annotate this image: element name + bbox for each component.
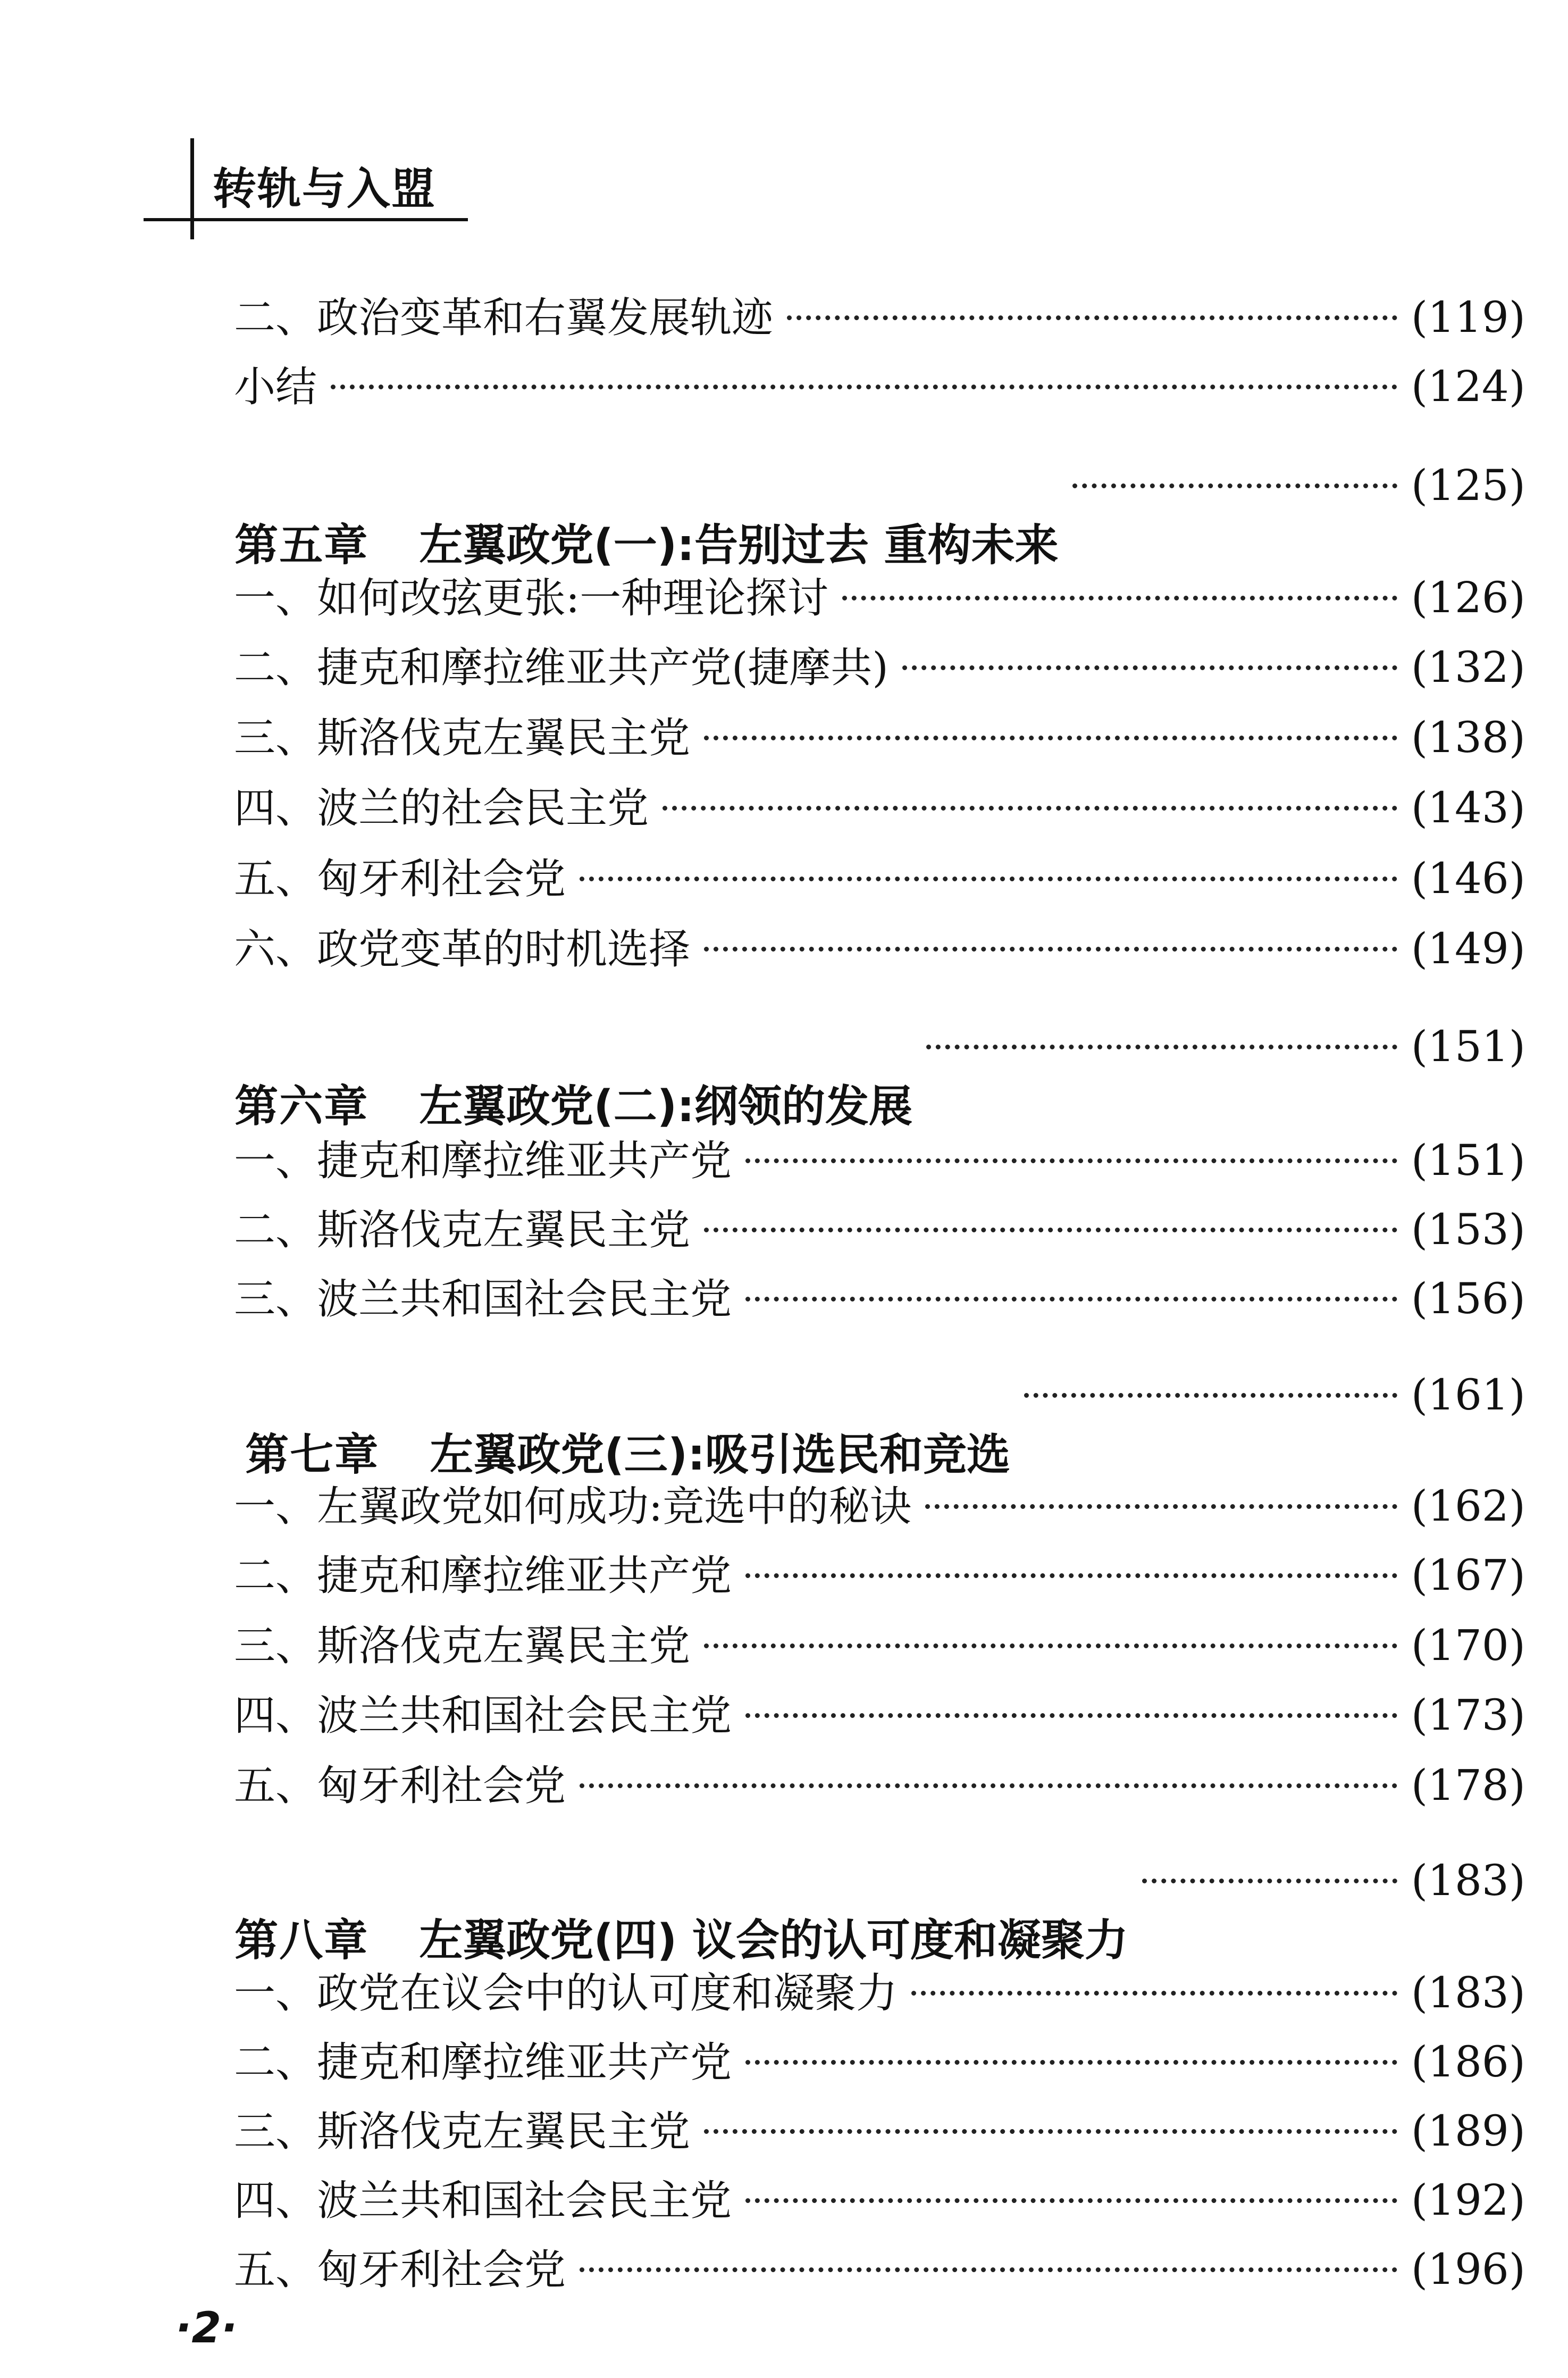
toc-entry-page: (192) (1411, 2175, 1525, 2225)
toc-entry-page: (156) (1411, 1274, 1525, 1323)
dot-leader (1142, 1879, 1397, 1883)
toc-entry-page: (178) (1411, 1760, 1525, 1810)
toc-entry-page: (167) (1411, 1550, 1525, 1600)
dot-leader (745, 1158, 1397, 1163)
toc-chapter-title: 左翼政党(二):纲领的发展 (419, 1081, 913, 1132)
dot-leader (1024, 1393, 1397, 1398)
toc-entry (234, 775, 1525, 833)
toc-chapter-label: 第六章 (234, 1081, 369, 1132)
dot-leader (911, 1991, 1397, 1996)
dot-leader (704, 736, 1397, 740)
dot-leader (663, 806, 1397, 811)
toc-entry (234, 1197, 1525, 1255)
toc-entry (234, 2029, 1525, 2088)
toc-chapter-title: 左翼政党(一):告别过去 重构未来 (419, 520, 1059, 571)
toc-chapter-page: (161) (1411, 1370, 1525, 1420)
dot-leader (745, 1573, 1397, 1578)
toc-entry-page: (132) (1411, 643, 1525, 692)
page-number: ·2· (175, 2303, 238, 2352)
toc-entry (234, 354, 1525, 412)
dot-leader (745, 2198, 1397, 2203)
toc-entry-page: (183) (1411, 1968, 1525, 2017)
dot-leader (926, 1045, 1397, 1049)
toc-entry (234, 285, 1525, 343)
toc-entry-title: 一、捷克和摩拉维亚共产党 (234, 1137, 732, 1185)
toc-entry (234, 705, 1525, 763)
toc-entry-page: (124) (1411, 362, 1525, 411)
dot-leader (580, 2267, 1397, 2272)
toc-entry (234, 2098, 1525, 2157)
toc-entry (234, 1682, 1525, 1741)
toc-entry (234, 1266, 1525, 1324)
toc-chapter-page: (151) (1411, 1022, 1525, 1071)
toc-entry-title: 小结 (234, 363, 317, 411)
toc-entry-page: (170) (1411, 1621, 1525, 1670)
toc-chapter (144, 460, 1525, 571)
toc-entry (234, 2167, 1525, 2226)
toc-chapter-label: 第五章 (234, 520, 369, 571)
toc-entry-title: 二、政治变革和右翼发展轨迹 (234, 294, 774, 342)
toc-entry (234, 1128, 1525, 1186)
toc-entry-title: 五、匈牙利社会党 (234, 1762, 566, 1810)
toc-entry-page: (143) (1411, 783, 1525, 832)
toc-entry-page: (151) (1411, 1136, 1525, 1185)
dot-leader (580, 877, 1397, 881)
toc-entry (234, 2237, 1525, 2295)
toc-entry-title: 五、匈牙利社会党 (234, 2246, 566, 2294)
toc-entry-title: 三、斯洛伐克左翼民主党 (234, 2108, 691, 2156)
toc-entry-page: (196) (1411, 2245, 1525, 2294)
toc-entry-title: 一、如何改弦更张:一种理论探讨 (234, 574, 829, 622)
dot-leader (1072, 483, 1397, 488)
toc-entry-title: 一、政党在议会中的认可度和凝聚力 (234, 1970, 898, 2017)
toc-chapter-title: 左翼政党(三):吸引选民和竞选 (430, 1430, 1011, 1480)
toc-chapter-page: (183) (1411, 1856, 1525, 1905)
toc-entry-page: (186) (1411, 2037, 1525, 2087)
toc-entry-title: 四、波兰共和国社会民主党 (234, 1692, 732, 1740)
toc-entry (234, 565, 1525, 623)
toc-entry (234, 1613, 1525, 1671)
toc-entry (234, 1542, 1525, 1601)
toc-entry-page: (138) (1411, 713, 1525, 762)
toc-entry-title: 一、左翼政党如何成功:竞选中的秘诀 (234, 1483, 912, 1531)
running-title: 转轨与入盟 (213, 164, 437, 214)
toc-entry-page: (119) (1411, 293, 1525, 342)
toc-entry-title: 四、波兰共和国社会民主党 (234, 2177, 732, 2225)
dot-leader (704, 2129, 1397, 2134)
toc-entry-page: (173) (1411, 1690, 1525, 1740)
toc-entry-page: (126) (1411, 573, 1525, 622)
toc-entry-title: 六、政党变革的时机选择 (234, 925, 691, 973)
toc-entry-page: (146) (1411, 854, 1525, 903)
dot-leader (925, 1504, 1397, 1509)
toc-entry (234, 1473, 1525, 1532)
toc-entry (234, 846, 1525, 904)
toc-chapter (144, 1855, 1525, 1966)
toc-chapter (144, 1021, 1525, 1132)
toc-entry-page: (189) (1411, 2106, 1525, 2156)
dot-leader (331, 385, 1397, 389)
dot-leader (745, 2060, 1397, 2065)
toc-entry-page: (162) (1411, 1481, 1525, 1531)
dot-leader (704, 1643, 1397, 1648)
toc-entry-title: 三、斯洛伐克左翼民主党 (234, 714, 691, 762)
toc-entry-title: 三、斯洛伐克左翼民主党 (234, 1622, 691, 1670)
toc-entry-page: (149) (1411, 924, 1525, 973)
dot-leader (704, 1228, 1397, 1232)
dot-leader (580, 1783, 1397, 1788)
toc-entry-title: 二、斯洛伐克左翼民主党 (234, 1206, 691, 1254)
toc-entry (234, 916, 1525, 974)
toc-entry-title: 四、波兰的社会民主党 (234, 785, 649, 832)
toc-chapter (154, 1370, 1525, 1480)
toc-entry-title: 二、捷克和摩拉维亚共产党 (234, 1552, 732, 1600)
toc-entry-title: 二、捷克和摩拉维亚共产党(捷摩共) (234, 644, 888, 692)
dot-leader (745, 1297, 1397, 1301)
toc-entry-title: 三、波兰共和国社会民主党 (234, 1275, 732, 1323)
toc-chapter-page: (125) (1411, 461, 1525, 510)
dot-leader (787, 315, 1397, 320)
toc-entry-title: 五、匈牙利社会党 (234, 855, 566, 903)
dot-leader (842, 596, 1397, 600)
dot-leader (745, 1713, 1397, 1718)
dot-leader (704, 947, 1397, 952)
toc-chapter-label: 第七章 (245, 1430, 380, 1480)
toc-chapter-label: 第八章 (234, 1915, 369, 1966)
toc-chapter-title: 左翼政党(四) 议会的认可度和凝聚力 (419, 1915, 1128, 1966)
toc-entry (234, 635, 1525, 693)
dot-leader (902, 665, 1397, 670)
toc-entry-title: 二、捷克和摩拉维亚共产党 (234, 2039, 732, 2087)
toc-entry-page: (153) (1411, 1205, 1525, 1254)
toc-entry (234, 1753, 1525, 1811)
toc-entry (234, 1960, 1525, 2018)
